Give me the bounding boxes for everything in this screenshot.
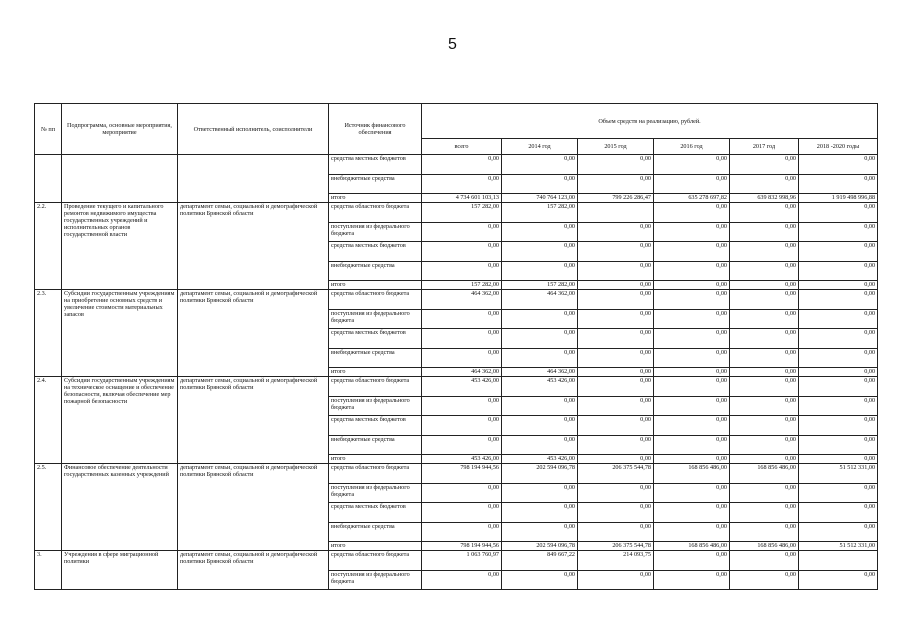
- amount-cell: 0,00: [799, 329, 878, 349]
- amount-cell: 464 362,00: [422, 290, 502, 310]
- table-row: [35, 551, 878, 571]
- amount-cell: 0,00: [730, 570, 799, 590]
- amount-cell: 168 856 486,00: [730, 464, 799, 484]
- amount-cell: 0,00: [799, 396, 878, 416]
- header-year: 2017 год: [730, 139, 799, 155]
- amount-cell: 0,00: [654, 348, 730, 368]
- amount-cell: 639 832 998,96: [730, 194, 799, 203]
- amount-cell: 0,00: [578, 242, 654, 262]
- amount-cell: 0,00: [654, 222, 730, 242]
- source-cell: внебюджетные средства: [329, 435, 422, 455]
- source-cell: итого: [329, 194, 422, 203]
- amount-cell: 0,00: [799, 483, 878, 503]
- amount-cell: 464 362,00: [502, 290, 578, 310]
- amount-cell: [799, 551, 878, 571]
- amount-cell: 157 282,00: [502, 203, 578, 223]
- source-cell: поступления из федерального бюджета: [329, 309, 422, 329]
- source-cell: поступления из федерального бюджета: [329, 570, 422, 590]
- amount-cell: 0,00: [799, 242, 878, 262]
- amount-cell: 0,00: [654, 551, 730, 571]
- source-cell: средства областного бюджета: [329, 377, 422, 397]
- amount-cell: 0,00: [730, 522, 799, 542]
- amount-cell: 0,00: [422, 503, 502, 523]
- amount-cell: 0,00: [502, 570, 578, 590]
- item-executor: [178, 155, 329, 203]
- table-row: [35, 464, 878, 484]
- amount-cell: 0,00: [730, 174, 799, 194]
- amount-cell: 849 667,22: [502, 551, 578, 571]
- amount-cell: 0,00: [422, 483, 502, 503]
- amount-cell: 1 919 498 996,88: [799, 194, 878, 203]
- amount-cell: 740 764 123,00: [502, 194, 578, 203]
- amount-cell: 799 226 286,47: [578, 194, 654, 203]
- amount-cell: 0,00: [799, 174, 878, 194]
- amount-cell: 168 856 486,00: [654, 464, 730, 484]
- amount-cell: 453 426,00: [502, 377, 578, 397]
- amount-cell: 0,00: [654, 377, 730, 397]
- amount-cell: 0,00: [502, 483, 578, 503]
- item-number: [35, 155, 62, 203]
- amount-cell: 51 512 331,00: [799, 542, 878, 551]
- amount-cell: 0,00: [730, 377, 799, 397]
- amount-cell: 0,00: [578, 503, 654, 523]
- item-number: 2.2.: [35, 203, 62, 290]
- source-cell: поступления из федерального бюджета: [329, 396, 422, 416]
- item-name: [62, 155, 178, 203]
- amount-cell: 0,00: [654, 290, 730, 310]
- item-name: Финансовое обеспечение деятельности государственных казенных учреждений: [62, 464, 178, 551]
- source-cell: поступления из федерального бюджета: [329, 222, 422, 242]
- amount-cell: 157 282,00: [422, 203, 502, 223]
- amount-cell: 0,00: [799, 435, 878, 455]
- table-row: [35, 290, 878, 310]
- amount-cell: 0,00: [654, 368, 730, 377]
- amount-cell: 0,00: [422, 261, 502, 281]
- item-executor: департамент семьи, социальной и демографической политики Брянской области: [178, 551, 329, 590]
- amount-cell: 0,00: [654, 203, 730, 223]
- item-number: 3.: [35, 551, 62, 590]
- amount-cell: 0,00: [730, 483, 799, 503]
- amount-cell: 0,00: [730, 396, 799, 416]
- item-name: Проведение текущего и капитального ремонтов недвижимого имущества государственных учреждений и исполнительных органов государственной власти: [62, 203, 178, 290]
- amount-cell: 168 856 486,00: [730, 542, 799, 551]
- amount-cell: 0,00: [799, 290, 878, 310]
- amount-cell: 0,00: [422, 348, 502, 368]
- amount-cell: 0,00: [578, 377, 654, 397]
- amount-cell: 0,00: [578, 348, 654, 368]
- source-cell: средства местных бюджетов: [329, 503, 422, 523]
- amount-cell: 798 194 944,56: [422, 542, 502, 551]
- amount-cell: 0,00: [422, 435, 502, 455]
- header-program: Подпрограмма, основные мероприятия, мероприятие: [62, 104, 178, 155]
- amount-cell: 0,00: [730, 368, 799, 377]
- source-cell: итого: [329, 542, 422, 551]
- amount-cell: 0,00: [502, 435, 578, 455]
- amount-cell: 0,00: [654, 435, 730, 455]
- header-year: 2016 год: [654, 139, 730, 155]
- source-cell: средства местных бюджетов: [329, 242, 422, 262]
- amount-cell: 0,00: [502, 416, 578, 436]
- source-cell: итого: [329, 368, 422, 377]
- amount-cell: 0,00: [799, 503, 878, 523]
- item-executor: департамент семьи, социальной и демографической политики Брянской области: [178, 203, 329, 290]
- amount-cell: 0,00: [799, 570, 878, 590]
- amount-cell: 0,00: [654, 416, 730, 436]
- amount-cell: 0,00: [730, 503, 799, 523]
- item-name: Субсидии государственным учреждениям на техническое оснащение и обеспечение безопасности, включая обеспечение мер пожарной безопасности: [62, 377, 178, 464]
- source-cell: средства областного бюджета: [329, 290, 422, 310]
- amount-cell: 0,00: [799, 377, 878, 397]
- amount-cell: 453 426,00: [422, 377, 502, 397]
- amount-cell: 0,00: [422, 570, 502, 590]
- amount-cell: 0,00: [799, 522, 878, 542]
- amount-cell: 0,00: [730, 155, 799, 175]
- amount-cell: 0,00: [578, 290, 654, 310]
- amount-cell: 0,00: [730, 551, 799, 571]
- amount-cell: 0,00: [502, 309, 578, 329]
- amount-cell: 0,00: [654, 522, 730, 542]
- amount-cell: 206 375 544,78: [578, 542, 654, 551]
- amount-cell: 0,00: [502, 155, 578, 175]
- amount-cell: 0,00: [422, 396, 502, 416]
- amount-cell: 0,00: [422, 242, 502, 262]
- amount-cell: 0,00: [654, 309, 730, 329]
- header-year: 2014 год: [502, 139, 578, 155]
- item-name: Учреждения в сфере миграционной политики: [62, 551, 178, 590]
- amount-cell: 0,00: [422, 155, 502, 175]
- source-cell: итого: [329, 281, 422, 290]
- amount-cell: 0,00: [578, 368, 654, 377]
- amount-cell: 0,00: [799, 368, 878, 377]
- amount-cell: 464 362,00: [422, 368, 502, 377]
- amount-cell: 0,00: [578, 222, 654, 242]
- amount-cell: 0,00: [422, 416, 502, 436]
- amount-cell: 635 278 697,82: [654, 194, 730, 203]
- amount-cell: 0,00: [502, 348, 578, 368]
- amount-cell: 0,00: [578, 174, 654, 194]
- amount-cell: 0,00: [730, 416, 799, 436]
- amount-cell: 0,00: [730, 455, 799, 464]
- amount-cell: 0,00: [578, 329, 654, 349]
- amount-cell: 0,00: [799, 309, 878, 329]
- source-cell: внебюджетные средства: [329, 348, 422, 368]
- source-cell: внебюджетные средства: [329, 261, 422, 281]
- source-cell: итого: [329, 455, 422, 464]
- amount-cell: 453 426,00: [502, 455, 578, 464]
- amount-cell: 168 856 486,00: [654, 542, 730, 551]
- amount-cell: 0,00: [730, 203, 799, 223]
- amount-cell: 157 282,00: [422, 281, 502, 290]
- source-cell: средства местных бюджетов: [329, 416, 422, 436]
- source-cell: внебюджетные средства: [329, 174, 422, 194]
- amount-cell: 0,00: [730, 281, 799, 290]
- amount-cell: 0,00: [654, 261, 730, 281]
- source-cell: средства местных бюджетов: [329, 155, 422, 175]
- header-executor: Ответственный исполнитель, соисполнители: [178, 104, 329, 155]
- amount-cell: 0,00: [654, 455, 730, 464]
- amount-cell: 0,00: [799, 222, 878, 242]
- amount-cell: 0,00: [730, 329, 799, 349]
- amount-cell: 214 093,75: [578, 551, 654, 571]
- financing-table: [34, 103, 878, 590]
- amount-cell: 0,00: [799, 416, 878, 436]
- amount-cell: 0,00: [654, 242, 730, 262]
- header-year: 2015 год: [578, 139, 654, 155]
- amount-cell: 0,00: [578, 261, 654, 281]
- source-cell: поступления из федерального бюджета: [329, 483, 422, 503]
- amount-cell: 0,00: [654, 396, 730, 416]
- amount-cell: 51 512 331,00: [799, 464, 878, 484]
- header-year: всего: [422, 139, 502, 155]
- amount-cell: 202 594 096,78: [502, 542, 578, 551]
- amount-cell: 0,00: [654, 155, 730, 175]
- source-cell: средства местных бюджетов: [329, 329, 422, 349]
- page-number: 5: [448, 36, 457, 53]
- source-cell: внебюджетные средства: [329, 522, 422, 542]
- item-executor: департамент семьи, социальной и демографической политики Брянской области: [178, 377, 329, 464]
- amount-cell: 0,00: [422, 222, 502, 242]
- amount-cell: 0,00: [578, 435, 654, 455]
- amount-cell: 0,00: [502, 329, 578, 349]
- amount-cell: 0,00: [578, 483, 654, 503]
- amount-cell: 0,00: [654, 281, 730, 290]
- amount-cell: [578, 203, 654, 223]
- amount-cell: 798 194 944,56: [422, 464, 502, 484]
- amount-cell: 0,00: [578, 570, 654, 590]
- amount-cell: 0,00: [422, 329, 502, 349]
- amount-cell: 0,00: [578, 522, 654, 542]
- header-source: Источник финансового обеспечения: [329, 104, 422, 155]
- amount-cell: 0,00: [730, 222, 799, 242]
- amount-cell: 0,00: [799, 348, 878, 368]
- amount-cell: 0,00: [799, 155, 878, 175]
- amount-cell: 0,00: [730, 435, 799, 455]
- amount-cell: 0,00: [502, 261, 578, 281]
- amount-cell: 1 063 760,97: [422, 551, 502, 571]
- amount-cell: 157 282,00: [502, 281, 578, 290]
- table-body: [35, 155, 878, 590]
- amount-cell: 0,00: [502, 522, 578, 542]
- amount-cell: 0,00: [578, 155, 654, 175]
- amount-cell: 0,00: [502, 396, 578, 416]
- source-cell: средства областного бюджета: [329, 203, 422, 223]
- amount-cell: 0,00: [502, 174, 578, 194]
- amount-cell: 0,00: [799, 281, 878, 290]
- amount-cell: 0,00: [578, 455, 654, 464]
- amount-cell: 0,00: [502, 222, 578, 242]
- amount-cell: 453 426,00: [422, 455, 502, 464]
- item-name: Субсидии государственным учреждениям на приобретение основных средств и увеличение стоимости материальных запасов: [62, 290, 178, 377]
- amount-cell: 0,00: [422, 522, 502, 542]
- amount-cell: 202 594 096,78: [502, 464, 578, 484]
- amount-cell: 0,00: [730, 290, 799, 310]
- amount-cell: 0,00: [799, 455, 878, 464]
- amount-cell: 0,00: [654, 174, 730, 194]
- table-row: [35, 203, 878, 223]
- amount-cell: 0,00: [730, 348, 799, 368]
- item-executor: департамент семьи, социальной и демографической политики Брянской области: [178, 464, 329, 551]
- table-row: [35, 377, 878, 397]
- amount-cell: 0,00: [799, 261, 878, 281]
- amount-cell: 0,00: [730, 261, 799, 281]
- amount-cell: 0,00: [654, 483, 730, 503]
- table-row: [35, 155, 878, 175]
- amount-cell: 0,00: [578, 281, 654, 290]
- item-number: 2.5.: [35, 464, 62, 551]
- amount-cell: 0,00: [654, 329, 730, 349]
- amount-cell: 0,00: [502, 242, 578, 262]
- amount-cell: 0,00: [422, 174, 502, 194]
- amount-cell: 0,00: [422, 309, 502, 329]
- source-cell: средства областного бюджета: [329, 464, 422, 484]
- amount-cell: 206 375 544,78: [578, 464, 654, 484]
- amount-cell: 4 734 601 103,13: [422, 194, 502, 203]
- amount-cell: 0,00: [730, 242, 799, 262]
- source-cell: средства областного бюджета: [329, 551, 422, 571]
- amount-cell: 0,00: [578, 416, 654, 436]
- amount-cell: 0,00: [730, 309, 799, 329]
- amount-cell: 0,00: [578, 309, 654, 329]
- item-executor: департамент семьи, социальной и демографической политики Брянской области: [178, 290, 329, 377]
- amount-cell: 0,00: [799, 203, 878, 223]
- amount-cell: 0,00: [502, 503, 578, 523]
- amount-cell: 0,00: [654, 570, 730, 590]
- item-number: 2.3.: [35, 290, 62, 377]
- header-num: № пп: [35, 104, 62, 155]
- amount-cell: 0,00: [654, 503, 730, 523]
- header-year: 2018 -2020 годы: [799, 139, 878, 155]
- item-number: 2.4.: [35, 377, 62, 464]
- amount-cell: 464 362,00: [502, 368, 578, 377]
- amount-cell: 0,00: [578, 396, 654, 416]
- header-volume: Объем средств на реализацию, рублей.: [422, 104, 878, 139]
